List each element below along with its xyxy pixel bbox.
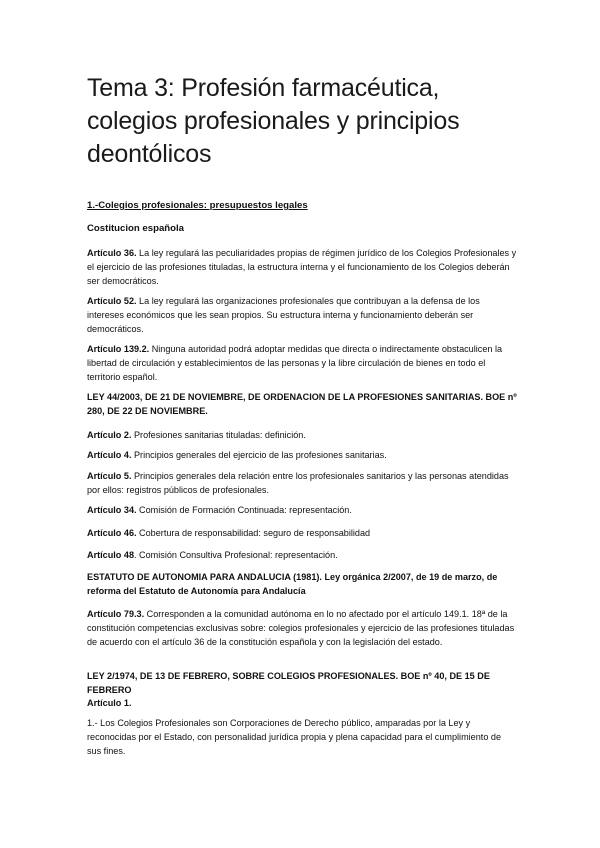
article-text: Principios generales dela relación entre los profesionales sanitarios y las personas atendidas por ellos: registros públicos de profesionales.	[87, 471, 509, 496]
page-title: Tema 3: Profesión farmacéutica, colegios profesionales y principios deontólicos	[87, 74, 460, 168]
article-label: Artículo 2.	[87, 430, 132, 440]
article-text: La ley regulará las organizaciones profesionales que contribuyan a la defensa de los intereses económicos que les sean propios. Su estructura interna y funcionamiento deberán ser democráticos.	[87, 296, 480, 335]
heading-ley44: LEY 44/2003, DE 21 DE NOVIEMBRE, DE ORDENACION DE LA PROFESIONES SANITARIAS. BOE nº 280, DE 22 DE NOVIEMBRE.	[87, 392, 517, 417]
paragraph-art36	[87, 246, 517, 289]
section-heading: 1.-Colegios profesionales: presupuestos legales	[87, 200, 308, 211]
article-text: Ninguna autoridad podrá adoptar medidas que directa o indirectamente obstaculicen la libertad de circulación y establecimientos de las personas y la libre circulación de bienes en todo el territorio español.	[87, 344, 503, 383]
ley44-item	[87, 526, 517, 540]
article-label: Artículo 5.	[87, 471, 132, 481]
article-label: Artículo 34.	[87, 505, 137, 515]
article-label: Artículo 79.3.	[87, 609, 145, 619]
article-text: Profesiones sanitarias tituladas: definición.	[131, 430, 306, 440]
ley44-item	[87, 469, 517, 497]
ley44-item	[87, 428, 517, 442]
subheading-constitucion: Costitucion española	[87, 223, 185, 234]
article-text: . Comisión Consultiva Profesional: representación.	[134, 550, 338, 560]
article-text: La ley regulará las peculiaridades propias de régimen jurídico de los Colegios Profesionales y el ejercicio de las profesiones tituladas, la estructura interna y el funcionamiento de los Colegios deberán ser democráticos.	[87, 248, 517, 287]
article-label: Artículo 4.	[87, 450, 132, 460]
paragraph-art79	[87, 607, 517, 650]
article-text: Cobertura de responsabilidad: seguro de responsabilidad	[136, 528, 371, 538]
article-text: Principios generales del ejercicio de las profesiones sanitarias.	[131, 450, 387, 460]
article-text: Comisión de Formación Continuada: representación.	[136, 505, 352, 515]
article-label: Artículo 52.	[87, 296, 137, 306]
article-label: Artículo 48	[87, 550, 134, 560]
article-text: Corresponden a la comunidad autónoma en lo no afectado por el artículo 149.1. 18ª de la constitución competencias exclusivas sobre: colegios profesionales y ejercicio de las profesiones tituladas de acuerdo con el artículo 36 de la constitución española y con la legislación del estado.	[87, 609, 515, 648]
heading-estatuto: ESTATUTO DE AUTONOMIA PARA ANDALUCIA (1981). Ley orgánica 2/2007, de 19 de marzo, de reforma del Estatuto de Autonomía para Andalucía	[87, 572, 498, 597]
article-heading: Artículo 1.	[87, 698, 132, 708]
article-label: Artículo 139.2.	[87, 344, 150, 354]
paragraph-art139	[87, 342, 517, 385]
ley44-item	[87, 448, 517, 462]
ley44-item	[87, 503, 517, 517]
paragraph-art52	[87, 294, 517, 337]
article-label: Artículo 46.	[87, 528, 137, 538]
ley44-item	[87, 548, 517, 562]
article-label: Artículo 36.	[87, 248, 137, 258]
heading-ley2: LEY 2/1974, DE 13 DE FEBRERO, SOBRE COLEGIOS PROFESIONALES. BOE nº 40, DE 15 DE FEBRERO	[87, 671, 490, 696]
paragraph-art1: 1.- Los Colegios Profesionales son Corporaciones de Derecho público, amparadas por la Ley y reconocidas por el Estado, con personalidad jurídica propia y plena capacidad para el cumplimiento de sus fines.	[87, 718, 502, 757]
